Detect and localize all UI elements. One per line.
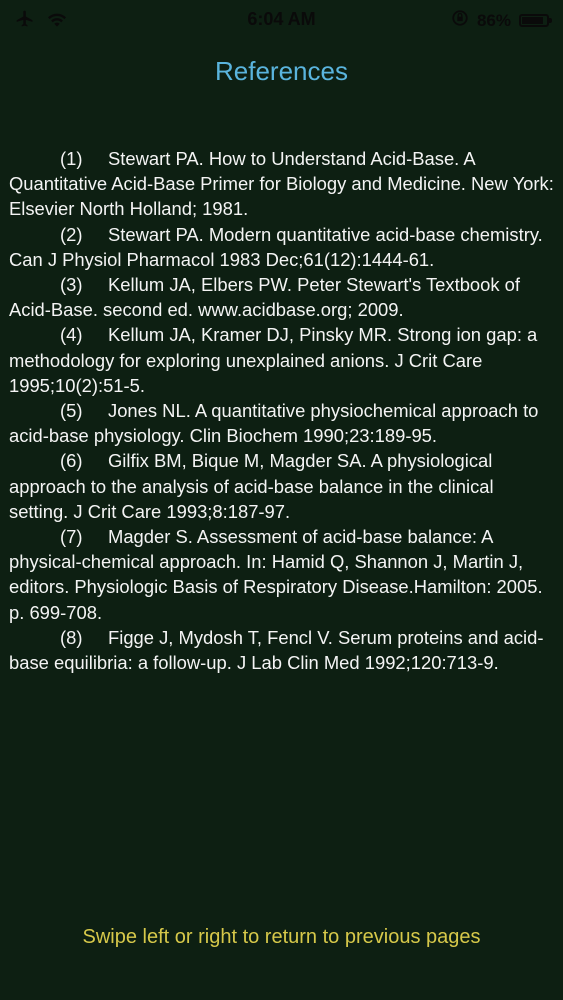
swipe-hint: Swipe left or right to return to previous pages (82, 926, 481, 948)
references-list (9, 146, 555, 675)
orientation-lock-icon (451, 9, 469, 32)
reference-number: (5) (60, 400, 83, 422)
reference-item (9, 272, 555, 322)
reference-text: Jones NL. A quantitative physiochemical approach to acid-base physiology. Clin Biochem 1990;23:189-95. (9, 400, 539, 447)
reference-number: (6) (60, 450, 83, 472)
reference-item (9, 524, 555, 625)
reference-text: Magder S. Assessment of acid-base balance: A physical-chemical approach. In: Hamid Q, Shannon J, Martin J, editors. Physiologic Basis of Respiratory Disease.Hamilton: 2005. p. 699-708. (9, 526, 543, 623)
page-title: References (215, 56, 348, 86)
reference-number: (7) (60, 526, 83, 548)
reference-item (9, 625, 555, 675)
reference-item (9, 146, 555, 222)
battery-icon (519, 14, 549, 27)
status-bar (0, 0, 563, 40)
reference-text: Gilfix BM, Bique M, Magder SA. A physiological approach to the analysis of acid-base balance in the clinical setting. J Crit Care 1993;8:187-97. (9, 450, 494, 522)
reference-text: Kellum JA, Kramer DJ, Pinsky MR. Strong ion gap: a methodology for exploring unexplained anions. J Crit Care 1995;10(2):51-5. (9, 324, 538, 396)
reference-item (9, 448, 555, 524)
battery-percent: 86% (476, 10, 511, 30)
reference-text: Stewart PA. How to Understand Acid-Base. A Quantitative Acid-Base Primer for Biology and Medicine. New York: Elsevier North Holland; 1981. (9, 148, 554, 220)
battery-level (522, 17, 543, 24)
reference-item (9, 322, 555, 398)
reference-item (9, 222, 555, 272)
reference-number: (3) (60, 274, 83, 296)
reference-text: Stewart PA. Modern quantitative acid-base chemistry. Can J Physiol Pharmacol 1983 Dec;61(12):1444-61. (9, 223, 543, 270)
reference-number: (4) (60, 324, 83, 346)
reference-number: (2) (60, 223, 83, 245)
reference-text: Kellum JA, Elbers PW. Peter Stewart's Textbook of Acid-Base. second ed. www.acidbase.org; 2009. (9, 274, 521, 321)
reference-item (9, 398, 555, 448)
reference-text: Figge J, Mydosh T, Fencl V. Serum proteins and acid-base equilibria: a follow-up. J Lab Clin Med 1992;120:713-9. (9, 626, 544, 674)
status-right (451, 9, 549, 32)
reference-number: (1) (60, 148, 83, 169)
reference-number: (8) (60, 626, 83, 648)
status-time: 6:04 AM (247, 9, 316, 29)
